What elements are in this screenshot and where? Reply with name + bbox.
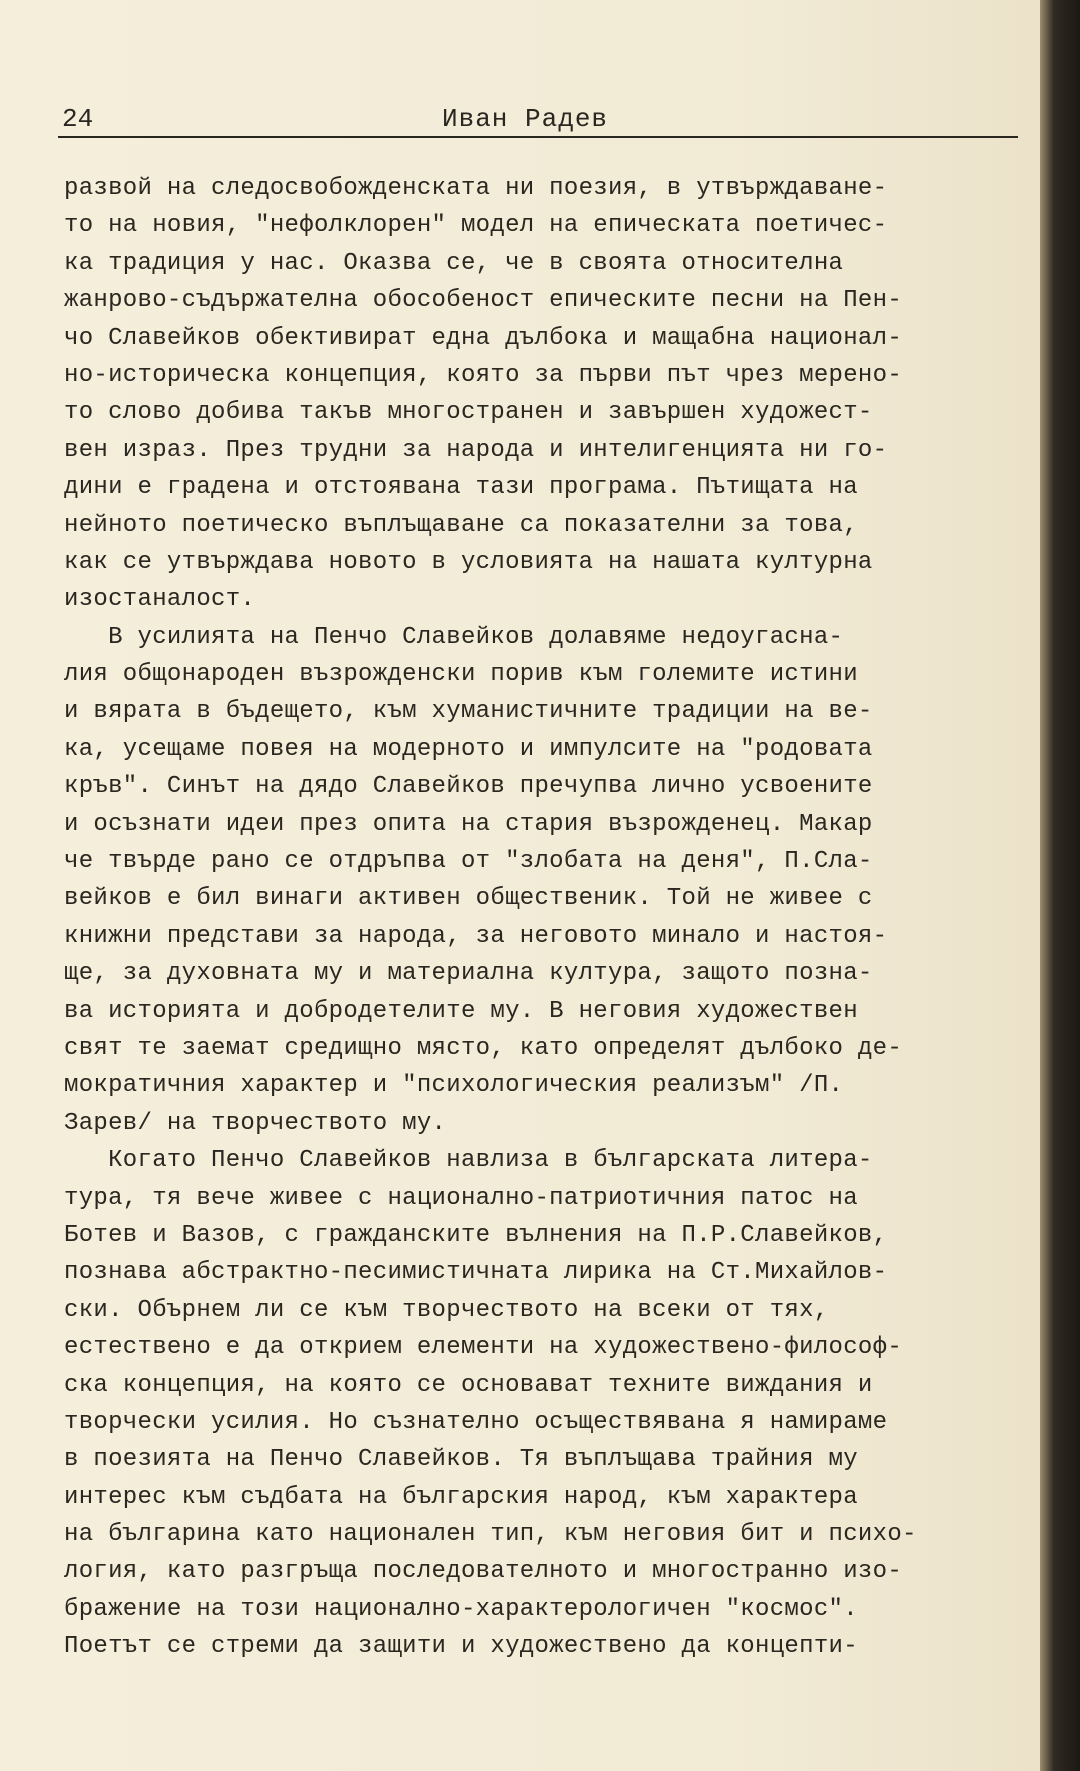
page-edge [1040, 0, 1080, 1771]
text-line: и осъзнати идеи през опита на стария възрожденец. Макар [64, 810, 873, 838]
text-line: развой на следосвобожденската ни поезия, в утвърждаване- [64, 175, 888, 202]
text-line: свят те заемат средищно място, като определят дълбоко де- [64, 1034, 903, 1062]
text-line: то на новия, "нефолклорен" модел на епическата поетичес- [64, 212, 888, 240]
text-line: ка традиция у нас. Оказва се, че в своята относителна [64, 249, 844, 277]
text-line: В усилията на Пенчо Славейков долавяме недоугасна- [64, 623, 844, 651]
text-line: Поетът се стреми да защити и художествено да концепти- [64, 1633, 858, 1661]
text-line: ще, за духовната му и материална култура, защото позна- [64, 960, 873, 988]
text-line: вейков е бил винаги активен общественик. Той не живее с [64, 885, 873, 913]
text-line: логия, като разгръща последователното и многостранно изо- [64, 1558, 903, 1586]
text-line: кръв". Синът на дядо Славейков пречупва лично усвоените [64, 773, 873, 801]
text-line: че твърде рано се отдръпва от "злобата на деня", П.Сла- [64, 848, 873, 876]
text-line: бражение на този национално-характерологичен "космос". [64, 1595, 858, 1623]
text-line: книжни представи за народа, за неговото минало и настоя- [64, 922, 888, 950]
text-line: ски. Обърнем ли се към творчеството на всеки от тях, [64, 1296, 829, 1324]
text-line: изостаналост. [64, 586, 256, 614]
text-line: ска концепция, на която се основават техните виждания и [64, 1371, 873, 1399]
text-line: творчески усилия. Но съзнателно осъществявана я намираме [64, 1408, 888, 1436]
text-line: Зарев/ на творчеството му. [64, 1109, 447, 1137]
text-line: ка, усещаме повея на модерното и импулсите на "родовата [64, 735, 873, 763]
text-line: дини е градена и отстоявана тази програма. Пътищата на [64, 474, 858, 502]
text-line: чо Славейков обективират една дълбока и мащабна национал- [64, 324, 903, 352]
text-line: лия общонароден възрожденски порив към големите истини [64, 661, 858, 689]
page-header [58, 96, 1018, 138]
text-line: вен израз. През трудни за народа и интелигенцията ни го- [64, 436, 888, 464]
text-line: как се утвърждава новото в условията на нашата културна [64, 548, 873, 576]
text-line: естествено е да открием елементи на художествено-философ- [64, 1334, 903, 1362]
text-line: нейното поетическо въплъщаване са показателни за това, [64, 511, 858, 539]
text-line: тура, тя вече живее с национално-патриотичния патос на [64, 1184, 858, 1212]
page-number: 24 [62, 104, 94, 134]
body-text [64, 170, 1044, 1666]
text-line: интерес към съдбата на българския народ, към характера [64, 1483, 858, 1511]
text-line: в поезията на Пенчо Славейков. Тя въплъщава трайния му [64, 1446, 858, 1474]
text-line: ва историята и добродетелите му. В неговия художествен [64, 997, 858, 1025]
text-line: на българина като национален тип, към неговия бит и психо- [64, 1521, 917, 1549]
text-line: жанрово-съдържателна обособеност епическите песни на Пен- [64, 287, 903, 315]
text-line: то слово добива такъв многостранен и завършен художест- [64, 399, 873, 427]
text-line: Когато Пенчо Славейков навлиза в българската литера- [64, 1147, 873, 1175]
text-line: познава абстрактно-песимистичната лирика на Ст.Михайлов- [64, 1259, 888, 1287]
text-line: и вярата в бъдещето, към хуманистичните традиции на ве- [64, 698, 873, 726]
text-line: мократичния характер и "психологическия реализъм" /П. [64, 1072, 844, 1100]
text-line: но-историческа концепция, която за първи път чрез мерено- [64, 361, 903, 389]
text-line: Ботев и Вазов, с гражданските вълнения на П.Р.Славейков, [64, 1221, 888, 1249]
running-head: Иван Радев [442, 104, 609, 134]
